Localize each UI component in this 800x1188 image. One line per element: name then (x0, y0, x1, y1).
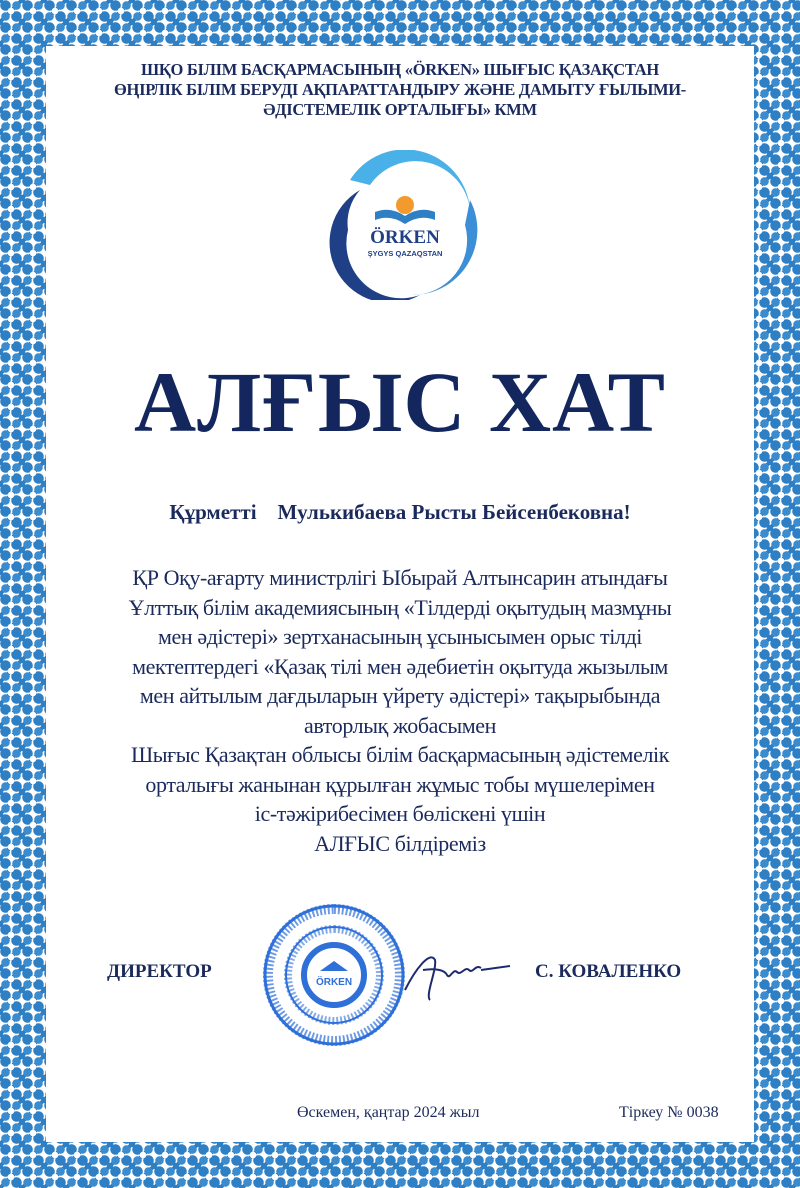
body-line: мен әдістері» зертханасының ұсынысымен орыс тілді (157, 624, 642, 649)
body-text (0, 563, 800, 858)
body-line: орталығы жанынан құрылған жұмыс тобы мүшелерімен (145, 771, 655, 797)
greeting-prefix: Құрметті (169, 500, 257, 524)
body-line: Шығыс Қазақтан облысы білім басқармасының әдістемелік (130, 742, 670, 767)
certificate-title: АЛҒЫС ХАТ (134, 354, 666, 450)
registration-number: Тіркеу № 0038 (619, 1104, 719, 1121)
place-date: Өскемен, қаңтар 2024 жыл (297, 1104, 480, 1121)
greeting (0, 500, 800, 525)
header-line: ШҚО БІЛІМ БАСҚАРМАСЫНЫҢ «ÖRKEN» ШЫҒЫС ҚАЗАҚСТАН (141, 60, 659, 79)
body-line: мен айтылым дағдыларын үйрету әдістері» тақырыбында (139, 683, 661, 708)
body-line: АЛҒЫС білдіреміз (314, 830, 486, 856)
signatory-name: С. КОВАЛЕНКО (535, 961, 682, 982)
logo-subtitle: ŞYGYS QAZAQSTAN (367, 249, 443, 258)
header-line: ӨҢІРЛІК БІЛІМ БЕРУДІ АҚПАРАТТАНДЫРУ ЖӘНЕ ДАМЫТУ ҒЫЛЫМИ- (114, 80, 686, 99)
svg-text:ÖRKEN: ÖRKEN (315, 977, 353, 988)
body-line: іс-тәжірибесімен бөліскені үшін (254, 801, 546, 826)
orken-logo (320, 150, 490, 300)
logo-name: ÖRKEN (370, 227, 440, 248)
signature (395, 940, 515, 1010)
header-line: ӘДІСТЕМЕЛІК ОРТАЛЫҒЫ» КММ (263, 100, 537, 119)
signatory-role: ДИРЕКТОР (107, 961, 212, 982)
body-line: ҚР Оқу-ағарту министрлігі Ыбырай Алтынсарин атындағы (132, 565, 668, 590)
official-stamp (262, 903, 406, 1047)
body-line: авторлық жобасымен (303, 712, 496, 738)
body-line: Ұлттық білім академиясының «Тілдерді оқытудың мазмұны (128, 594, 672, 620)
body-line: мектептердегі «Қазақ тілі мен әдебиетін оқытуда жызылым (132, 653, 668, 679)
recipient-name: Мулькибаева Рысты Бейсенбековна! (277, 500, 631, 524)
